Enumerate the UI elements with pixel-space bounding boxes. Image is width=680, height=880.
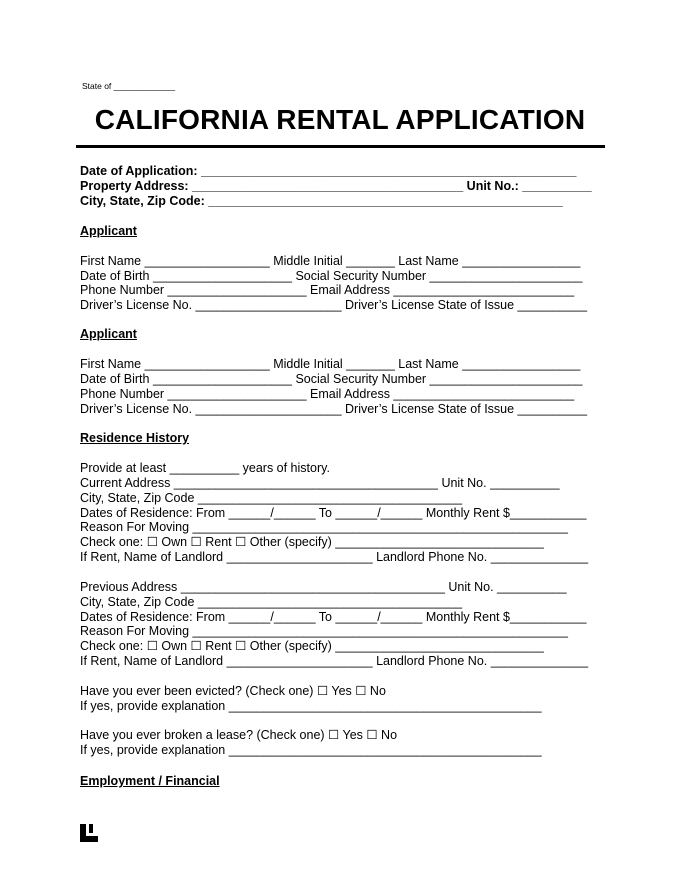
current-city-line: City, State, Zip Code ______________________________________	[80, 491, 463, 505]
state-of-field: State of _____________	[82, 81, 176, 91]
applicant2-phone-line: Phone Number ____________________ Email Address __________________________	[80, 387, 575, 401]
applicant1-license-line: Driver’s License No. _____________________ Driver’s License State of Issue __________	[80, 298, 588, 312]
previous-dates-line: Dates of Residence: From ______/______ To ______/______ Monthly Rent $___________	[80, 610, 587, 624]
current-dates-line: Dates of Residence: From ______/______ To ______/______ Monthly Rent $___________	[80, 506, 587, 520]
city-state-zip-field: City, State, Zip Code: ___________________________________________________	[80, 194, 563, 208]
applicant1-dob-line: Date of Birth ____________________ Social Security Number ______________________	[80, 269, 583, 283]
title-divider	[76, 145, 605, 148]
current-landlord-line: If Rent, Name of Landlord _____________________ Landlord Phone No. ______________	[80, 550, 589, 564]
property-address-field: Property Address: _______________________________________ Unit No.: __________	[80, 179, 592, 193]
brand-logo-icon	[80, 824, 98, 842]
broken-lease-explanation-line: If yes, provide explanation _____________________________________________	[80, 743, 542, 757]
previous-landlord-line: If Rent, Name of Landlord _____________________ Landlord Phone No. ______________	[80, 654, 589, 668]
current-check-line: Check one: ☐ Own ☐ Rent ☐ Other (specify) ______________________________	[80, 535, 544, 549]
section-heading-applicant-1: Applicant	[80, 224, 137, 238]
section-heading-residence-history: Residence History	[80, 431, 190, 445]
current-reason-line: Reason For Moving ______________________________________________________	[80, 520, 568, 534]
previous-check-line: Check one: ☐ Own ☐ Rent ☐ Other (specify) ______________________________	[80, 639, 544, 653]
evicted-explanation-line: If yes, provide explanation _____________________________________________	[80, 699, 542, 713]
applicant2-dob-line: Date of Birth ____________________ Social Security Number ______________________	[80, 372, 583, 386]
page-title: CALIFORNIA RENTAL APPLICATION	[94, 104, 586, 135]
current-address-line: Current Address ______________________________________ Unit No. __________	[80, 476, 560, 490]
section-heading-employment: Employment / Financial	[80, 774, 220, 788]
broken-lease-question-line: Have you ever broken a lease? (Check one) ☐ Yes ☐ No	[80, 728, 398, 742]
applicant1-name-line: First Name __________________ Middle Initial _______ Last Name _________________	[80, 254, 581, 268]
evicted-question-line: Have you ever been evicted? (Check one) ☐ Yes ☐ No	[80, 684, 386, 698]
previous-address-line: Previous Address ______________________________________ Unit No. __________	[80, 580, 567, 594]
previous-city-line: City, State, Zip Code ______________________________________	[80, 595, 463, 609]
applicant2-name-line: First Name __________________ Middle Initial _______ Last Name _________________	[80, 357, 581, 371]
applicant1-phone-line: Phone Number ____________________ Email Address __________________________	[80, 283, 575, 297]
years-of-history-line: Provide at least __________ years of history.	[80, 461, 330, 475]
section-heading-applicant-2: Applicant	[80, 327, 137, 341]
applicant2-license-line: Driver’s License No. _____________________ Driver’s License State of Issue __________	[80, 402, 588, 416]
date-of-application-field: Date of Application: ______________________________________________________	[80, 164, 577, 178]
previous-reason-line: Reason For Moving ______________________________________________________	[80, 624, 568, 638]
